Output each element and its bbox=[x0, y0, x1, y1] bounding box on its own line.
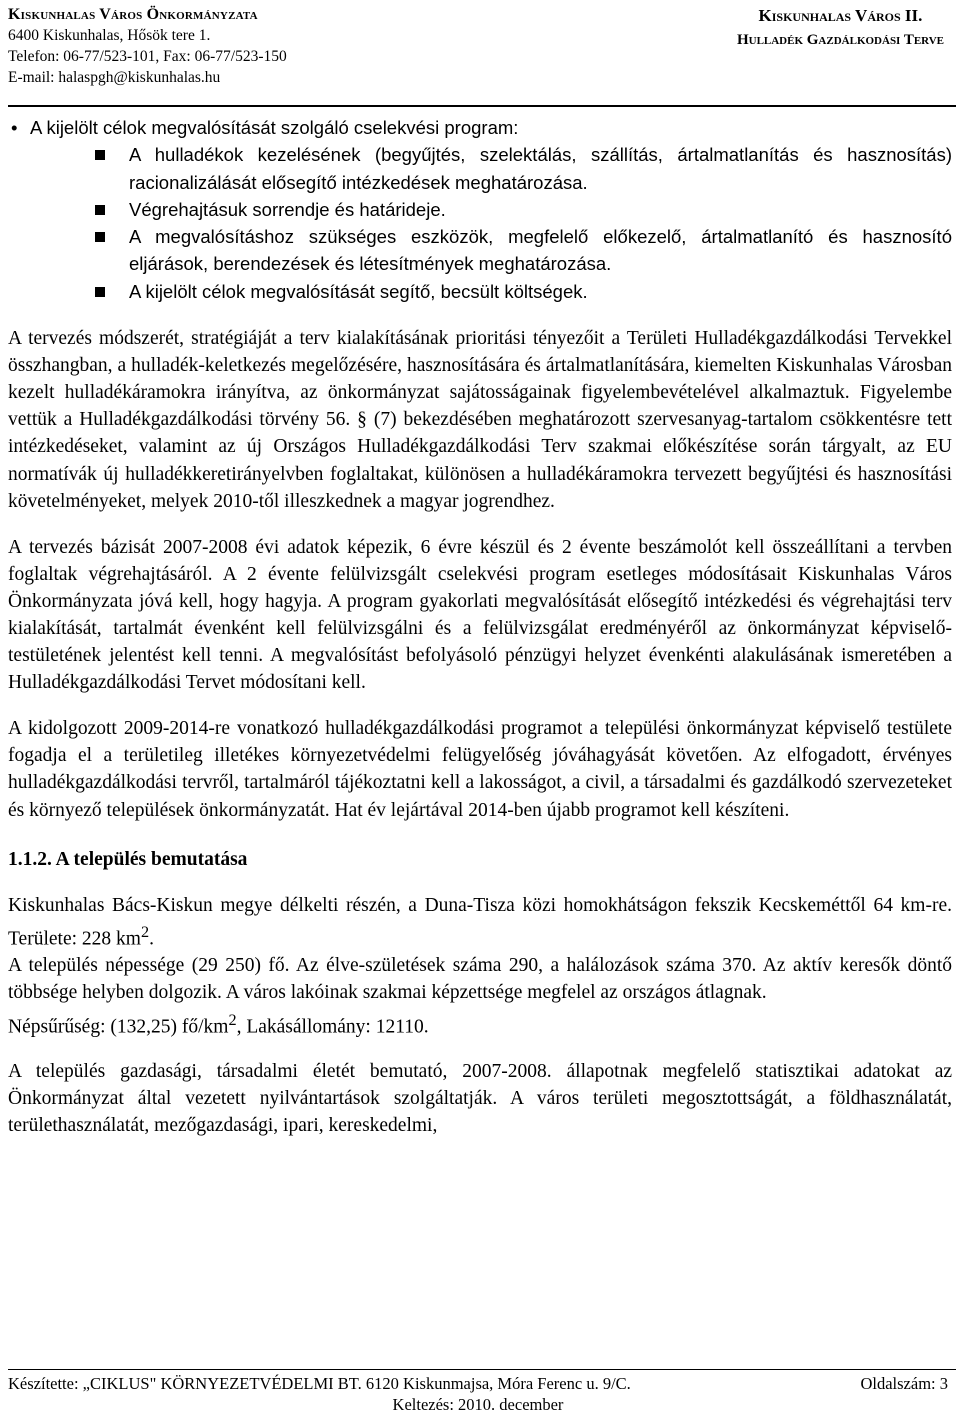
program-intro-text: A kijelölt célok megvalósítását szolgáló cselekvési program: bbox=[30, 117, 519, 138]
action-program bbox=[8, 114, 952, 305]
location-text: Kiskunhalas Bács-Kiskun megye délkelti részén, a Duna-Tisza közi homokhátságon fekszik Kecskeméttől 64 km-re. Területe: 228 km bbox=[8, 894, 952, 950]
paragraph-planning-basis: A tervezés bázisát 2007-2008 évi adatok képezik, 6 évre készül és 2 évente beszámolót kell összeállítani a tervben foglaltak végrehajtásáról. A 2 évente felülvizsgált cselekvési program esetleges módosításait Kiskunhalas Város Önkormányzata jóvá kell, hogy hagyja. A program gyakorlati megvalósítását elősegítő intézkedési és végrehajtási terv kialakítását, tartalmát évenként kell felülvizsgálni és a felülvizsgálat eredményéről az önkormányzat képviselő-testületének jelentést kell tenni. A megvalósítást befolyásoló pénzügyi helyzet évenkénti alakulásának ismeretében a Hulladékgazdálkodási Tervet módosítani kell. bbox=[8, 536, 952, 694]
square-bullet-icon bbox=[95, 287, 105, 297]
paragraph-statistics: A település gazdasági, társadalmi életét bemutató, 2007-2008. állapotnak megfelelő statisztikai adatokat az Önkormányzat által vezetett nyilvántartások szolgáltatják. A város területi megosztottságát, a földhasználatát, területhasználatát, mezőgazdasági, ipari, kereskedelmi, bbox=[8, 1061, 952, 1137]
header-title-block bbox=[737, 4, 944, 52]
square-bullet-icon bbox=[95, 232, 105, 242]
list-item-text: A kijelölt célok megvalósítását segítő, becsült költségek. bbox=[129, 280, 588, 302]
paragraph-approval: A kidolgozott 2009-2014-re vonatkozó hulladékgazdálkodási programot a települési önkormányzat képviselő testülete fogadja el a területileg illetékes környezetvédelmi felügyelőség jóváhagyását követően. Az elfogadott, érvényes hulladékgazdálkodási tervről, tartalmáról tájékoztatni kell a lakosságot, a civil, a társadalmi és gazdálkodó szervezeteket és környező települések önkormányzatát. Hat év lejártával 2014-ben újabb programot kell készíteni. bbox=[8, 718, 952, 821]
list-item bbox=[8, 141, 952, 196]
header-city-title: Kiskunhalas Város II. bbox=[758, 6, 923, 25]
list-item bbox=[8, 278, 952, 305]
location-text-end: . bbox=[149, 928, 154, 950]
list-item bbox=[8, 196, 952, 223]
footer-rule bbox=[8, 1369, 956, 1370]
page-header bbox=[8, 4, 956, 104]
population-text: A település népessége (29 250) fő. Az élve-születések száma 290, a halálozások száma 370. Az aktív keresők döntő többsége helyben dolgozik. A város lakóinak szakmai képzettsége megfelel az országos átlagnak. bbox=[8, 955, 952, 1004]
header-phone: Telefon: 06-77/523-101, Fax: 06-77/523-150 bbox=[8, 48, 287, 65]
paragraph-methodology: A tervezés módszerét, stratégiáját a terv kialakításának prioritási tényezőit a Területi Hulladékgazdálkodási Tervekkel összhangban, a hulladék-keletkezés megelőzésére, hasznosítására és ártalmatlanítására, kiemelten Kiskunhalas Városban kezelt hulladékáramokra irányítva, az önkormányzat sajátosságainak figyelembevételével alkalmaztuk. Figyelembe vettük a Hulladékgazdálkodási törvény 56. § (7) bekezdésében meghatározott szervesanyag-tartalom csökkentésre tett intézkedéseket, valamint az új Országos Hulladékgazdálkodási Terv szakmai előkészítése során tárgyalt, az EU normatívák új hulladékkeretirányelvben foglaltakat, különösen a hulladékáramokra tervezett begyűjtési és hasznosítási követelményeket, melyek 2010-től illeszkednek a magyar jogrendhez. bbox=[8, 328, 952, 512]
square-bullet-icon bbox=[95, 205, 105, 215]
area-unit-superscript: 2 bbox=[140, 922, 150, 941]
header-rule bbox=[8, 105, 956, 107]
header-org-name: Kiskunhalas Város Önkormányzata bbox=[8, 6, 258, 23]
program-list bbox=[8, 141, 952, 305]
header-contact-block bbox=[8, 4, 287, 88]
program-intro bbox=[8, 114, 952, 141]
header-email[interactable]: E-mail: halaspgh@kiskunhalas.hu bbox=[8, 69, 221, 86]
header-plan-title: Hulladék Gazdálkodási Terve bbox=[736, 32, 944, 48]
bullet-dot-icon: • bbox=[11, 117, 18, 138]
page-content bbox=[8, 114, 952, 1139]
footer-date: Keltezés: 2010. december bbox=[392, 1395, 564, 1414]
density-text-end: , Lakásállomány: 12110. bbox=[236, 1016, 429, 1038]
footer-page-number: Oldalszám: 3 bbox=[860, 1374, 948, 1393]
paragraph-settlement bbox=[8, 892, 952, 1040]
square-bullet-icon bbox=[95, 150, 105, 160]
header-address: 6400 Kiskunhalas, Hősök tere 1. bbox=[8, 27, 211, 44]
list-item-text: A hulladékok kezelésének (begyűjtés, szelektálás, szállítás, ártalmatlanítás és hasznosítás) racionalizálását elősegítő intézkedések meghatározása. bbox=[129, 144, 952, 193]
list-item-text: Végrehajtásuk sorrendje és határideje. bbox=[129, 198, 446, 220]
list-item bbox=[8, 223, 952, 278]
list-item-text: A megvalósításhoz szükséges eszközök, megfelelő előkezelő, ártalmatlanító és hasznosító eljárások, berendezések és létesítmények meghatározása. bbox=[129, 226, 952, 275]
footer-maker: Készítette: „CIKLUS" KÖRNYEZETVÉDELMI BT. 6120 Kiskunmajsa, Móra Ferenc u. 9/C. bbox=[8, 1374, 631, 1393]
density-unit-superscript: 2 bbox=[228, 1010, 237, 1029]
density-text: Népsűrűség: (132,25) fő/km bbox=[8, 1016, 229, 1038]
section-heading: 1.1.2. A település bemutatása bbox=[8, 848, 248, 870]
